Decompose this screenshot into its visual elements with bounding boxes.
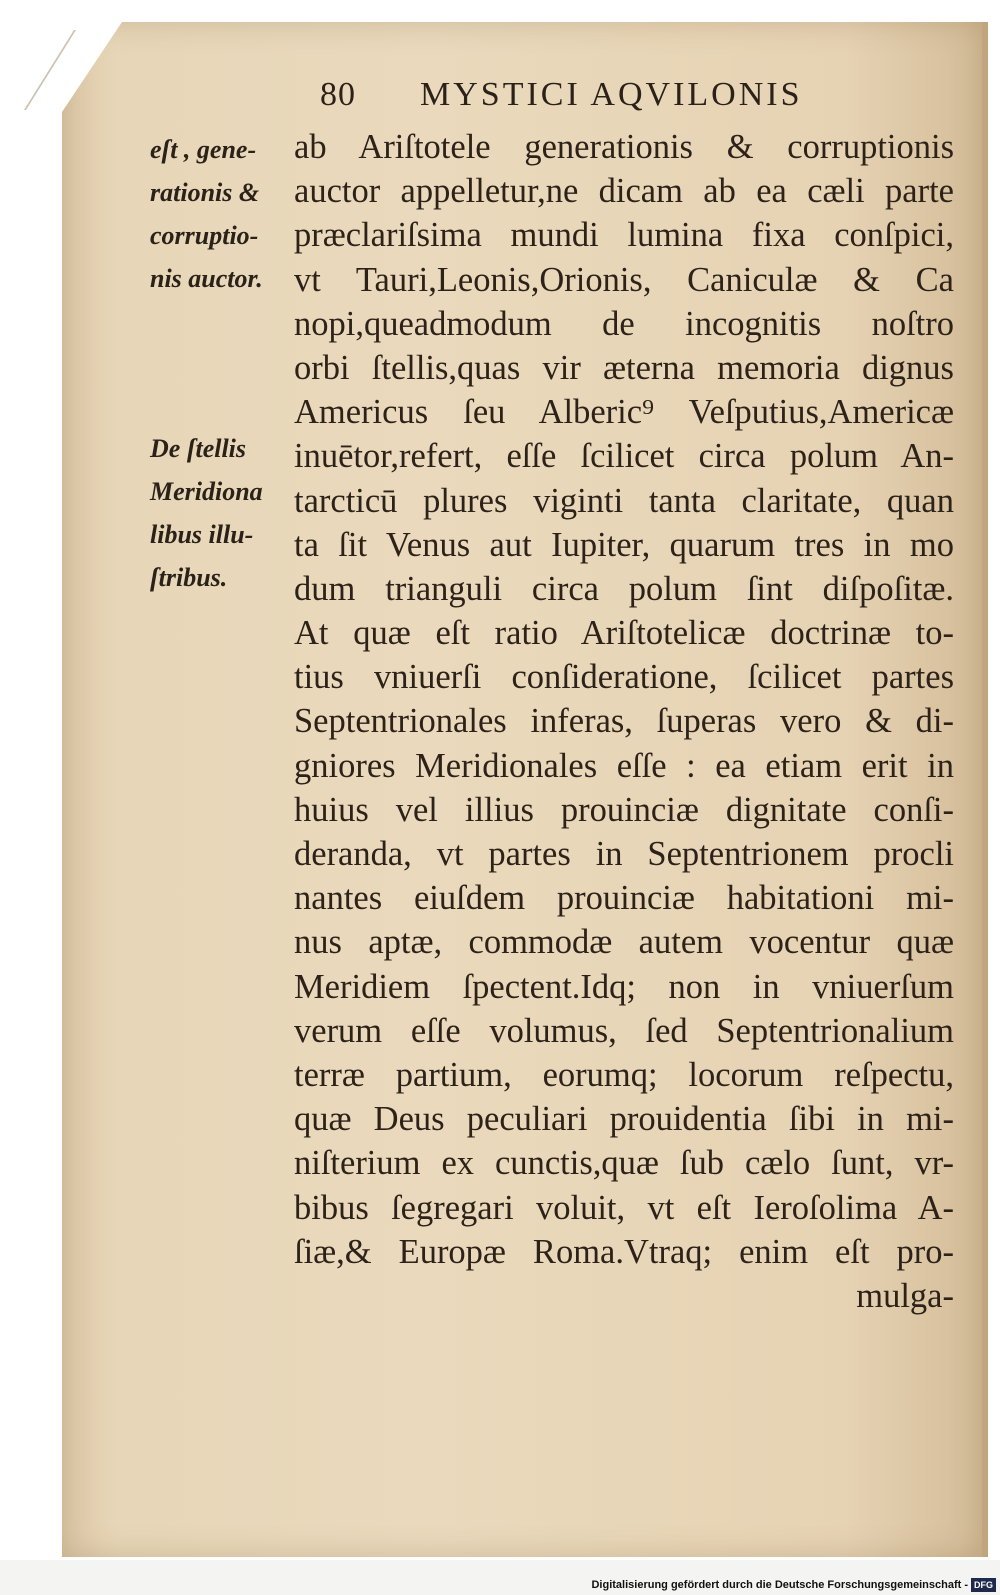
text-line: Meridiem ſpectent.Idq; non in vniuerſum — [294, 967, 954, 1006]
text-line: verum eſſe volumus, ſed Septentrionalium — [294, 1011, 954, 1050]
text-line: quæ Deus peculiari prouidentia ſibi in mi- — [294, 1100, 954, 1139]
text-line: ab Ariſtotele generationis & corruptionis — [294, 128, 954, 166]
margin-note — [150, 128, 290, 300]
text-line: tius vniuerſi conſideratione, ſcilicet partes — [294, 658, 954, 697]
footer-bar — [0, 1578, 1000, 1595]
text-line: ſiæ,& Europæ Roma.Vtraq; enim eſt pro- — [294, 1232, 954, 1271]
text-line: auctor appelletur,ne dicam ab ea cæli parte — [294, 172, 954, 211]
running-title: MYSTICI AQVILONIS — [420, 76, 803, 113]
margin-note-line: eſt , gene- — [150, 135, 257, 164]
margin-note-line: De ſtellis — [150, 434, 247, 463]
body-text — [294, 125, 954, 1318]
text-line: At quæ eſt ratio Ariſtotelicæ doctrinæ to- — [294, 614, 954, 653]
running-head — [320, 76, 880, 114]
text-line: vt Tauri,Leonis,Orionis, Caniculæ & Ca — [294, 260, 954, 299]
page-number: 80 — [320, 76, 356, 113]
text-line: gniores Meridionales eſſe : ea etiam erit in — [294, 746, 954, 785]
margin-note-line: ſtribus. — [150, 563, 228, 592]
dfg-logo: DFG — [971, 1578, 996, 1592]
text-line: Septentrionales inferas, ſuperas vero & di- — [294, 702, 954, 741]
text-line: præclariſsima mundi lumina fixa conſpici, — [294, 216, 954, 255]
text-line: dum trianguli circa polum ſint diſpoſitæ. — [294, 569, 954, 608]
margin-notes — [150, 128, 290, 599]
text-line: orbi ſtellis,quas vir æterna memoria dignus — [294, 348, 954, 387]
text-line: terræ partium, eorumq; locorum reſpectu, — [294, 1055, 954, 1094]
margin-note-line: nis auctor. — [150, 264, 263, 293]
footer-funding-notice: Digitalisierung gefördert durch die Deutsche Forschungsgemeinschaft - — [591, 1579, 968, 1591]
text-line: nopi,queadmodum de incognitis noſtro — [294, 304, 954, 343]
text-line: ta ſit Venus aut Iupiter, quarum tres in mo — [294, 525, 954, 564]
text-line: huius vel illius prouinciæ dignitate conſi- — [294, 790, 954, 829]
margin-note-line: rationis & — [150, 178, 260, 207]
text-line: tarcticū plures viginti tanta claritate, quan — [294, 481, 954, 520]
margin-note-line: libus illu- — [150, 520, 254, 549]
margin-note-line: Meridiona — [150, 477, 263, 506]
text-line: Americus ſeu Alberic⁹ Veſputius,Americæ — [294, 393, 954, 432]
text-line: deranda, vt partes in Septentrionem procli — [294, 835, 954, 873]
text-line: niſterium ex cunctis,quæ ſub cælo ſunt, vr- — [294, 1144, 954, 1183]
text-line: inuētor,refert, eſſe ſcilicet circa polum An- — [294, 437, 954, 476]
catchword: mulga- — [856, 1276, 954, 1315]
margin-spacer — [150, 300, 290, 427]
margin-note-line: corruptio- — [150, 221, 259, 250]
text-line: nantes eiuſdem prouinciæ habitationi mi- — [294, 879, 954, 918]
text-line: bibus ſegregari voluit, vt eſt Ieroſolima A- — [294, 1188, 954, 1227]
text-line: nus aptæ, commodæ autem vocentur quæ — [294, 923, 954, 962]
margin-note — [150, 427, 290, 599]
